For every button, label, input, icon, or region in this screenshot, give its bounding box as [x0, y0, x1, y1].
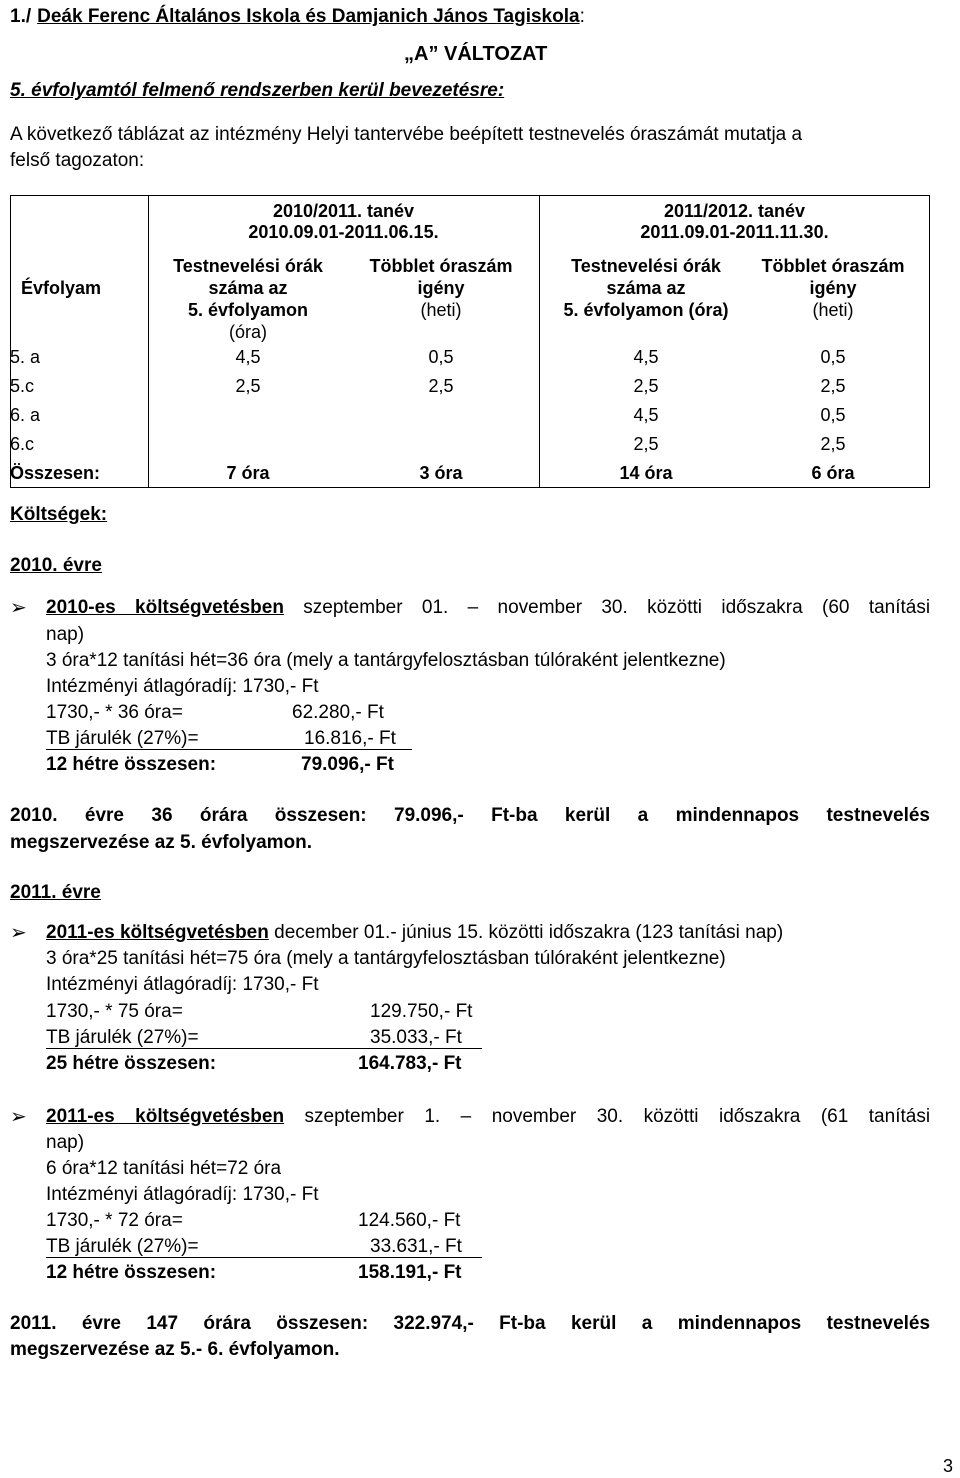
b3-calc1-value: 124.560,- Ft [358, 1210, 461, 1231]
col-a-line4: (óra) [228, 322, 267, 342]
total-cell: 7 óra [226, 463, 270, 483]
s10-word: órára [199, 805, 248, 826]
col-b-header [341, 255, 541, 321]
row-cell: 4,5 [633, 405, 659, 425]
summary-2011-line1 [10, 1313, 930, 1335]
b2-underline [46, 1048, 482, 1049]
s11-word: 147 [146, 1313, 179, 1334]
b1-line2: nap) [46, 624, 85, 645]
b1-line1 [46, 597, 930, 619]
b1-word: 01. [421, 597, 449, 618]
evfolyam-header: Évfolyam [21, 278, 102, 298]
row-cell: 2,5 [820, 434, 846, 454]
b3-title: 2011-es költségvetésben [46, 1106, 285, 1127]
s10-word: testnevelés [826, 805, 930, 826]
year2-dates: 2011.09.01-2011.11.30. [640, 222, 829, 242]
b2-total-label: 25 hétre összesen: [46, 1053, 217, 1074]
b2-line1 [46, 922, 783, 944]
year1-title: 2010/2011. tanév [272, 201, 415, 221]
summary-2010-line1 [10, 805, 930, 827]
b1-line3: 3 óra*12 tanítási hét=36 óra (mely a tantárgyfelosztásban túlóraként jelentkezne) [46, 650, 726, 671]
b2-total-value: 164.783,- Ft [358, 1053, 462, 1074]
row-cell: 0,5 [428, 347, 454, 367]
s10-word: 36 [151, 805, 173, 826]
page-number: 3 [943, 1456, 954, 1476]
total-cell: 6 óra [811, 463, 855, 483]
col-a-line3: 5. évfolyamon [187, 300, 309, 320]
row-cell: 0,5 [820, 405, 846, 425]
b1-line4: Intézményi átlagóradíj: 1730,- Ft [46, 676, 319, 697]
arrow-bullet-icon: ➢ [10, 597, 27, 619]
b1-word: – [467, 597, 479, 618]
row-cell: 2,5 [428, 376, 454, 396]
s10-word: mindennapos [675, 805, 800, 826]
school-name: Deák Ferenc Általános Iskola és Damjanich János Tagiskola [37, 6, 580, 27]
intro-line-2: felső tagozaton: [10, 150, 145, 171]
s10-word: összesen: [274, 805, 367, 826]
year1-dates: 2010.09.01-2011.06.15. [248, 222, 439, 242]
b1-underline [46, 749, 412, 750]
b2-calc1-value: 129.750,- Ft [370, 1001, 473, 1022]
arrow-bullet-icon: ➢ [10, 1106, 27, 1128]
col-a-line2: száma az [208, 278, 288, 298]
col-a-line1: Testnevelési órák [173, 256, 323, 276]
row-label: 5. a [10, 347, 41, 367]
section-heading [10, 6, 585, 28]
b3-total-value: 158.191,- Ft [358, 1262, 462, 1283]
b1-calc1-value: 62.280,- Ft [292, 702, 384, 723]
col-c-line3: 5. évfolyamon (óra) [563, 300, 729, 320]
s11-word: Ft-ba [499, 1313, 546, 1334]
row-label: 6.c [10, 434, 35, 454]
s11-word: testnevelés [826, 1313, 931, 1334]
s11-word: kerül [570, 1313, 617, 1334]
year-2010-heading: 2010. évre [10, 555, 102, 576]
s11-word: 322.974,- [393, 1313, 474, 1334]
col-d-line1: Többlet óraszám [761, 256, 905, 276]
b3-calc2-value: 33.631,- Ft [370, 1236, 462, 1257]
s10-word: 79.096,- [394, 805, 464, 826]
b1-word: 30. [601, 597, 628, 618]
total-label: Összesen: [10, 463, 101, 483]
b1-word: (60 [822, 597, 850, 618]
s11-word: évre [81, 1313, 121, 1334]
col-d-line2: igény [809, 278, 857, 298]
costs-heading: Költségek: [10, 504, 108, 525]
b3-line1 [46, 1106, 930, 1128]
b2-line3: 3 óra*25 tanítási hét=75 óra (mely a tantárgyfelosztásban túlóraként jelentkezne) [46, 948, 726, 969]
b1-word: közötti [647, 597, 703, 618]
section-number: 1./ [10, 6, 32, 27]
col-d-header [733, 255, 933, 321]
intro-italic: 5. évfolyamtól felmenő rendszerben kerül bevezetésre: [10, 80, 505, 101]
variant-title: „A” VÁLTOZAT [404, 43, 548, 65]
s10-word: kerül [564, 805, 611, 826]
b3-word: – [460, 1106, 472, 1127]
b2-calc2-value: 35.033,- Ft [370, 1027, 462, 1048]
arrow-bullet-icon: ➢ [10, 922, 27, 944]
b3-word: szeptember [304, 1106, 404, 1127]
row-cell: 2,5 [633, 376, 659, 396]
b2-calc2-label: TB járulék (27%)= [46, 1027, 199, 1048]
b1-word: tanítási [868, 597, 931, 618]
b3-line4: Intézményi átlagóradíj: 1730,- Ft [46, 1184, 319, 1205]
row-cell: 2,5 [820, 376, 846, 396]
col-c-line1: Testnevelési órák [571, 256, 721, 276]
b2-rest: december 01.- június 15. közötti időszakra (123 tanítási nap) [268, 922, 784, 943]
b3-calc1-label: 1730,- * 72 óra= [46, 1210, 183, 1231]
b1-calc2-value: 16.816,- Ft [304, 728, 396, 749]
col-c-header [536, 255, 756, 321]
s10-word: a [637, 805, 649, 826]
b2-calc1-label: 1730,- * 75 óra= [46, 1001, 183, 1022]
intro-line-1: A következő táblázat az intézmény Helyi tantervébe beépített testnevelés óraszámát mutatja a [10, 124, 803, 145]
b1-total-label: 12 hétre összesen: [46, 754, 217, 775]
s10-word: évre [84, 805, 125, 826]
s10-word: 2010. [10, 805, 58, 826]
year-2011-heading: 2011. évre [10, 882, 101, 903]
b3-word: tanítási [868, 1106, 931, 1127]
b3-word: közötti [643, 1106, 699, 1127]
year1-header [148, 201, 539, 243]
row-cell: 0,5 [820, 347, 846, 367]
b3-word: november [491, 1106, 577, 1127]
row-cell: 4,5 [633, 347, 659, 367]
heading-colon: : [579, 6, 585, 27]
row-label: 6. a [10, 405, 41, 425]
summary-2010-line2: megszervezése az 5. évfolyamon. [10, 832, 313, 853]
b1-calc2-label: TB járulék (27%)= [46, 728, 199, 749]
s10-word: Ft-ba [491, 805, 538, 826]
row-label: 5.c [10, 376, 35, 396]
s11-word: összesen: [276, 1313, 369, 1334]
total-cell: 14 óra [619, 463, 673, 483]
b1-word: november [497, 597, 583, 618]
b3-word: időszakra [719, 1106, 801, 1127]
col-d-line3: (heti) [812, 300, 854, 320]
row-cell: 4,5 [235, 347, 261, 367]
row-cell: 2,5 [235, 376, 261, 396]
col-b-line2: igény [417, 278, 465, 298]
col-a-header [148, 255, 348, 343]
b3-word: 1. [424, 1106, 441, 1127]
b3-line2: nap) [46, 1132, 85, 1153]
col-b-line1: Többlet óraszám [369, 256, 513, 276]
b1-title: 2010-es költségvetésben [46, 597, 284, 618]
b3-calc2-label: TB járulék (27%)= [46, 1236, 199, 1257]
row-cell: 2,5 [633, 434, 659, 454]
s11-word: órára [203, 1313, 251, 1334]
b1-word: szeptember [303, 597, 403, 618]
summary-2011-line2: megszervezése az 5.- 6. évfolyamon. [10, 1339, 340, 1360]
year2-title: 2011/2012. tanév [663, 201, 806, 221]
s11-word: a [641, 1313, 653, 1334]
b1-word: időszakra [721, 597, 803, 618]
col-b-line3: (heti) [420, 300, 462, 320]
b2-title: 2011-es költségvetésben [46, 922, 269, 943]
b1-total-value: 79.096,- Ft [301, 754, 394, 775]
b3-line3: 6 óra*12 tanítási hét=72 óra [46, 1158, 282, 1179]
lesson-table [10, 195, 930, 488]
b3-underline [46, 1257, 482, 1258]
year2-header [539, 201, 930, 243]
b3-word: 30. [596, 1106, 624, 1127]
b3-total-label: 12 hétre összesen: [46, 1262, 217, 1283]
b2-line4: Intézményi átlagóradíj: 1730,- Ft [46, 974, 319, 995]
col-c-line2: száma az [606, 278, 686, 298]
b1-calc1-label: 1730,- * 36 óra= [46, 702, 183, 723]
b3-word: (61 [820, 1106, 849, 1127]
total-cell: 3 óra [419, 463, 463, 483]
s11-word: mindennapos [677, 1313, 802, 1334]
s11-word: 2011. [10, 1313, 57, 1334]
